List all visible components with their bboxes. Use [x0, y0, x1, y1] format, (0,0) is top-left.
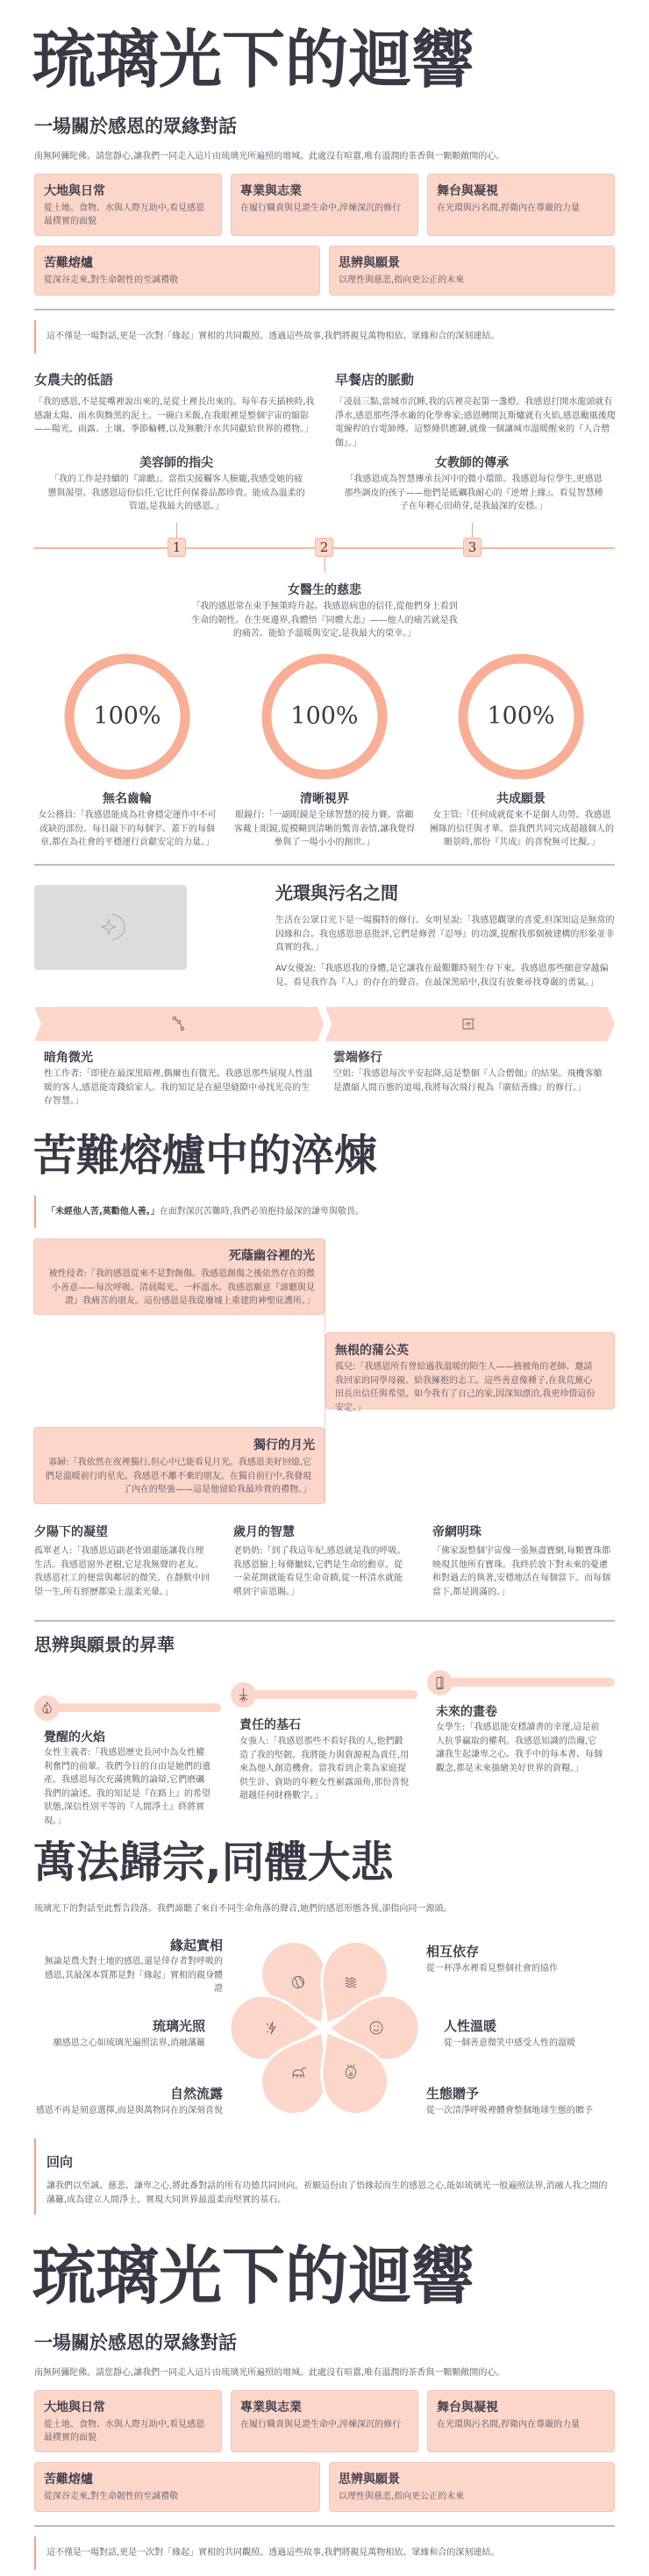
step-title: 覺醒的火焰: [44, 1730, 105, 1745]
step-marker: [231, 1682, 256, 1708]
chevron-title: 雲端修行: [333, 1051, 382, 1065]
timeline-marker: 2: [315, 538, 333, 557]
chevron-step: [34, 1007, 324, 1041]
story-text-beautician: 「我的工作是持續的『諦聽』。當指尖接觸客人臉龐,我感受她的疲憊與渴望。我感恩這份信任,它比任何保養品都珍貴。能成為溫柔的管道,是我最大的感恩。」: [47, 475, 305, 511]
roots-icon: [231, 1682, 256, 1708]
step-marker: [427, 1670, 453, 1695]
step-bar: [249, 1690, 417, 1699]
hero-section-repeat: [0, 2216, 649, 2576]
ring-title: 清晰視界: [300, 792, 349, 806]
petal-title: 自然流露: [169, 2086, 223, 2101]
suffering-quote: [46, 1205, 364, 1219]
story-title-breakfast: 早餐店的脈動: [335, 372, 415, 388]
timeline-marker: 1: [168, 538, 186, 557]
petal-title: 琉璃光照: [152, 2018, 205, 2034]
petal-desc: 無論是農夫對土地的感恩,還是倖存者對呼吸的感恩,其最深本質都是對「緣起」實相的親身體證: [44, 1957, 223, 1994]
book-icon: [427, 1670, 453, 1695]
card-desc: 寡婦:「我依然在夜裡獨行,但心中已能看見月光。我感恩美好回憶,它們是溫暖前行的星光。我感恩不離不棄的朋友。在獨自前行中,我發現了內在的堅強——這是他留給我最珍貴的禮物。」: [45, 1458, 311, 1495]
overview-card[interactable]: [34, 246, 320, 296]
card-desc: 在光環與污名間,捍衛內在尊嚴的力量: [437, 2420, 581, 2430]
column-title: 帝網明珠: [432, 1525, 481, 1539]
story-text-doctor: 「我的感恩常在束手無策時升起。我感恩病患的信任,從他們身上看到生命的韌性。在生死邊界,我體悟『同體大悲』——他人的痛苦就是我的痛苦。能給予溫暖與安定,是我最大的榮幸。」: [191, 602, 458, 639]
dedication-title: 回向: [46, 2154, 74, 2170]
divider: [34, 1620, 615, 1622]
section-title-unity: 萬法歸宗,同體大悲: [33, 1837, 394, 1887]
story-title-doctor: 女醫生的慈悲: [288, 583, 361, 597]
card-title: 大地與日常: [44, 2401, 105, 2415]
page-title: 琉璃光下的迴響: [32, 2239, 475, 2313]
ring-stat: [61, 651, 193, 782]
step-desc: 女性主義者:「我感恩歷史長河中為女性權利奮鬥的前輩。我們今日的自由是她們的遺產。我感恩每次充滿挑戰的論辯,它們磨礪我們的論述。我的知足是『在路上』的希望狀態,深信性別平等的『人間淨土』終將實現。」: [44, 1748, 210, 1826]
card-desc: 從深谷走來,對生命韌性的至誠禮敬: [44, 2492, 179, 2501]
card-desc: 從土地、食物、水與人際互助中,看見感恩最樸實的面貌: [44, 203, 205, 226]
spotlight-title: 光環與污名之間: [275, 882, 398, 903]
divider: [34, 2525, 615, 2527]
card-desc: 在光環與污名間,捍衛內在尊嚴的力量: [437, 203, 581, 213]
quote-border: [34, 320, 36, 353]
step-desc: 女強人:「我感恩那些不看好我的人,他們鍛造了我的堅韌。我將能力與資源視為責任,用來為他人創造機會。當我看到企業為家庭提供生計、資助的年輕女性嶄露頭角,那份喜悅超越任何財務數字。」: [239, 1737, 410, 1801]
intro-quote: 這不僅是一場對話,更是一次對「緣起」實相的共同觀照。透過這些故事,我們將親見萬物相依、眾緣和合的深刻連結。: [46, 332, 500, 341]
divider: [34, 309, 615, 310]
ring-desc: 眼鏡行:「一副眼鏡是全球智慧的接力賽。當顧客戴上眼鏡,從模糊到清晰的驚喜表情,讓我覺得參與了一場小小的創世。」: [233, 810, 416, 847]
card-desc: 從土地、食物、水與人際互助中,看見感恩最樸實的面貌: [44, 2420, 205, 2443]
step-bar: [446, 1678, 615, 1687]
ring-title: 共成願景: [496, 792, 546, 806]
chevron-desc: 性工作者:「即使在最深黑暗裡,偶爾也有微光。我感恩那些展現人性溫暖的客人,感恩能寄錢給家人。我的知足是在絕望縫隙中尋找光亮的生存智慧。」: [44, 1069, 313, 1106]
petal-title: 相互依存: [426, 1944, 480, 1959]
card-title: 無根的蒲公英: [335, 1344, 409, 1358]
petal-desc: 感恩不再是刻意選擇,而是與萬物同在的深刻喜悅: [35, 2106, 223, 2116]
page-title: 琉璃光下的迴響: [32, 23, 475, 96]
step-title: 未來的畫卷: [436, 1705, 497, 1719]
spotlight-paragraph: AV女優說:「我感恩我的身體,是它讓我在最艱難時刻生存下來。我感恩那些願意穿越偏見、看見我作為『人』的存在的聲音。在最深黑暗中,我沒有放棄尋找尊嚴的勇氣。」: [275, 964, 609, 988]
quote-emphasis: 「未經他人苦,莫勸他人善。」: [46, 1207, 160, 1217]
story-text-breakfast: 「凌晨三點,當城市沉睡,我的店裡亮起第一盞燈。我感恩打開水龍頭就有淨水,感恩那些淨水廠的化學專家;感恩轉開瓦斯爐就有火焰,感恩颱風後爬電線桿的台電師傅。這整條供應鏈,就像一個讓城市溫暖醒來的『人合僧伽』。」: [335, 397, 616, 448]
ring-desc: 女主管:「任何成就從來不是個人功勞。我感恩團隊的信任與才華。當我們共同完成超越個人的願景時,那份『共成』的喜悅無可比擬。」: [430, 810, 614, 847]
divider: [34, 864, 615, 866]
overview-card[interactable]: [329, 246, 615, 296]
suffering-card: [33, 1238, 324, 1315]
ring-value: 100%: [93, 703, 161, 730]
chevron-process: [0, 1007, 649, 1042]
overview-card[interactable]: [231, 2390, 418, 2452]
story-title-teacher: 女教師的傳承: [435, 456, 509, 470]
dedication-text: 讓我們以至誠、慈悲、謙卑之心,將此番對話的所有功德共同回向。祈願這份由了悟緣起而生的感恩之心,能如琉璃光一般遍照法界,消融人我之間的藩籬,成為建立人間淨土、實現大同世界最溫柔而堅實的基石。: [46, 2181, 608, 2205]
timeline-marker: 3: [463, 538, 481, 557]
overview-card[interactable]: [34, 2462, 320, 2512]
ring-value: 100%: [290, 703, 359, 730]
quote-text: 在面對深沉苦難時,我們必須抱持最深的謙卑與敬畏。: [159, 1207, 364, 1217]
story-text-farmer: 「我的感恩,不是從嘴裡說出來的,是從土裡長出來的。每年春天插秧時,我感謝太陽、雨水與黝黑的泥土。一碗白米飯,在我眼裡是整個宇宙的縮影——陽光、雨露、土壤、季節輪轉,以及無數汗水共同獻給世界的禮物。」: [34, 397, 315, 434]
card-title: 苦難熔爐: [44, 256, 93, 270]
card-title: 苦難熔爐: [44, 2473, 93, 2487]
step-title: 責任的基石: [239, 1718, 301, 1732]
overview-card[interactable]: [427, 2390, 615, 2452]
ring-value: 100%: [487, 703, 555, 730]
connector-line: [176, 523, 177, 538]
column-title: 歲月的智慧: [233, 1525, 295, 1539]
image-placeholder: [34, 885, 187, 970]
intro-text: 南無阿彌陀佛。請您靜心,讓我們一同走入這片由琉璃光所遍照的壇城。此處沒有喧囂,唯有溫潤的茶香與一顆顆敞開的心。: [34, 2368, 505, 2378]
chevron-step: [325, 1007, 615, 1041]
hero-section: [0, 0, 649, 360]
page-subtitle: 一場關於感恩的眾緣對話: [34, 2332, 237, 2353]
quote-border: [34, 2138, 36, 2215]
column-desc: 「佛家說整個宇宙像一張無盡寶網,每顆寶珠都映現其他所有寶珠。我終於放下對未來的憂慮和對過去的執著,安穩地活在每個當下。而每個當下,都是圓滿的。」: [432, 1546, 611, 1597]
petal-title: 緣起實相: [169, 1937, 223, 1953]
card-title: 舞台與凝視: [437, 2401, 498, 2415]
card-title: 專業與志業: [240, 184, 302, 198]
overview-card[interactable]: [427, 174, 615, 236]
section-title-vision: 思辨與願景的昇華: [34, 1634, 175, 1655]
chevron-title: 暗角微光: [44, 1051, 93, 1065]
ring-stat: [259, 651, 390, 782]
suffering-card: [325, 1332, 615, 1413]
card-title: 專業與志業: [240, 2401, 302, 2415]
card-desc: 被性侵者:「我的感恩從來不是對創傷。我感恩創傷之後依然存在的微小善意——每次呼吸、清晨陽光、一杯溫水。我感恩願意『諦聽與見證』我痛苦的朋友。這份感恩是我從廢墟上重建的神聖庇護所。」: [48, 1269, 315, 1306]
story-title-beautician: 美容師的指尖: [139, 456, 213, 470]
story-text-teacher: 「我感恩成為智慧傳承長河中的微小環節。我感恩每位學生,更感恩那些調皮的孩子——他們是砥礪我耐心的『逆增上緣』。看見智慧種子在年輕心田萌芽,是我最深的安穩。」: [344, 475, 603, 511]
ring-title: 無名齒輪: [103, 792, 152, 806]
connector-line: [472, 523, 473, 538]
intro-quote: 這不僅是一場對話,更是一次對「緣起」實相的共同觀照。透過這些故事,我們將親見萬物相依、眾緣和合的深刻連結。: [46, 2548, 500, 2558]
column-desc: 老奶奶:「到了我這年紀,感恩就是我的呼吸。我感恩臉上每條皺紋,它們是生命的勳章。從一朵花開就能看見生命奇蹟,從一杯清水就能嚐到宇宙恩賜。」: [233, 1546, 406, 1597]
card-title: 思辨與願景: [339, 256, 400, 270]
petal-desc: 願感恩之心如琉璃光遍照法界,消融藩籬: [53, 2038, 205, 2048]
petal-desc: 從一杯淨水裡看見整個社會的協作: [426, 1964, 558, 1973]
card-desc: 以理性與慈悲,指向更公正的未來: [339, 275, 465, 285]
ring-stat: [455, 651, 587, 782]
petal-desc: 從一次清淨呼吸裡體會整個地球生態的贈予: [426, 2106, 593, 2116]
card-title: 獨行的月光: [253, 1438, 315, 1452]
quote-border: [34, 1195, 36, 1228]
unity-intro: 琉璃光下的對話至此暫告段落。我們諦聽了來自不同生命角落的聲音,她們的感恩形態各異,卻指向同一源頭。: [34, 1904, 453, 1914]
card-title: 大地與日常: [44, 184, 105, 198]
card-desc: 在履行職責與見證生命中,淬煉深沉的修行: [240, 203, 402, 213]
petal-desc: 從一個善意微笑中感受人性的溫暖: [444, 2038, 575, 2048]
overview-card[interactable]: [231, 174, 418, 236]
card-title: 舞台與凝視: [437, 184, 498, 198]
connector-line: [324, 557, 325, 573]
step-marker: [34, 1695, 60, 1721]
column-title: 夕陽下的凝望: [34, 1525, 108, 1539]
step-desc: 女學生:「我感恩能安穩讀書的幸運,這是前人抗爭贏取的權利。我感恩知識的浩瀚,它讓我生起謙卑之心。我手中的每本書、每個觀念,都是未來描繪美好世界的資糧。」: [436, 1723, 603, 1773]
section-title-suffering: 苦難熔爐中的淬煉: [33, 1131, 378, 1181]
card-desc: 以理性與慈悲,指向更公正的未來: [339, 2492, 465, 2501]
card-desc: 在履行職責與見證生命中,淬煉深沉的修行: [240, 2420, 402, 2430]
page-subtitle: 一場關於感恩的眾緣對話: [34, 116, 237, 137]
overview-card[interactable]: [329, 2462, 615, 2512]
spotlight-paragraph: 生活在公眾目光下是一場獨特的修行。女明星說:「我感恩觀眾的喜愛,但深知這是無常的因緣和合。我也感恩惡意批評,它們是修習『忍辱』的功課,提醒我那個被建構的形象並非真實的我。」: [275, 916, 615, 953]
quote-border: [34, 2537, 36, 2570]
chevron-desc: 空姐:「我感恩每次平安起降,這是整個『人合僧伽』的結果。飛機客艙是濃縮人間百態的道場,我將每次飛行視為『廣結善緣』的修行。」: [333, 1069, 603, 1093]
card-title: 死蔭幽谷裡的光: [229, 1249, 315, 1263]
flame-icon: [34, 1695, 60, 1721]
card-title: 思辨與願景: [339, 2473, 400, 2487]
suffering-card: [33, 1427, 324, 1504]
ring-desc: 女公務員:「我感恩能成為社會穩定運作中不可或缺的部份。每日敲下的每個字、蓋下的每個章,都在為社會的平穩運行貢獻安定的力量。」: [38, 810, 217, 847]
overview-card[interactable]: [34, 2390, 222, 2452]
card-desc: 孤兒:「我感恩所有曾給過我溫暖的陌生人——掖被角的老師、邀請我回家的同學母親、給我擁抱的志工。這些善意像種子,在我荒蕪心田長出信任與希望。如今我有了自己的家,因深知漂泊,我更珍惜這份安定。」: [335, 1362, 596, 1413]
story-title-farmer: 女農夫的低語: [34, 372, 114, 388]
intro-text: 南無阿彌陀佛。請您靜心,讓我們一同走入這片由琉璃光所遍照的壇城。此處沒有喧囂,唯有溫潤的茶香與一顆顆敞開的心。: [34, 152, 505, 161]
petal-title: 生態贈予: [426, 2086, 480, 2101]
column-desc: 孤單老人:「我感恩這副老骨頭還能讓我自理生活。我感恩窗外老樹,它是我無聲的老友。我感恩社工的便當與鄰居的微笑。在靜默中回望一生,所有經歷都染上溫柔光暈。」: [34, 1546, 210, 1597]
step-bar: [53, 1703, 221, 1712]
overview-card[interactable]: [34, 174, 222, 236]
petal-diagram: [219, 1923, 430, 2133]
sparkle-icon: [93, 910, 128, 945]
card-desc: 從深谷走來,對生命韌性的至誠禮敬: [44, 275, 179, 285]
petal-title: 人性溫暖: [444, 2018, 497, 2034]
